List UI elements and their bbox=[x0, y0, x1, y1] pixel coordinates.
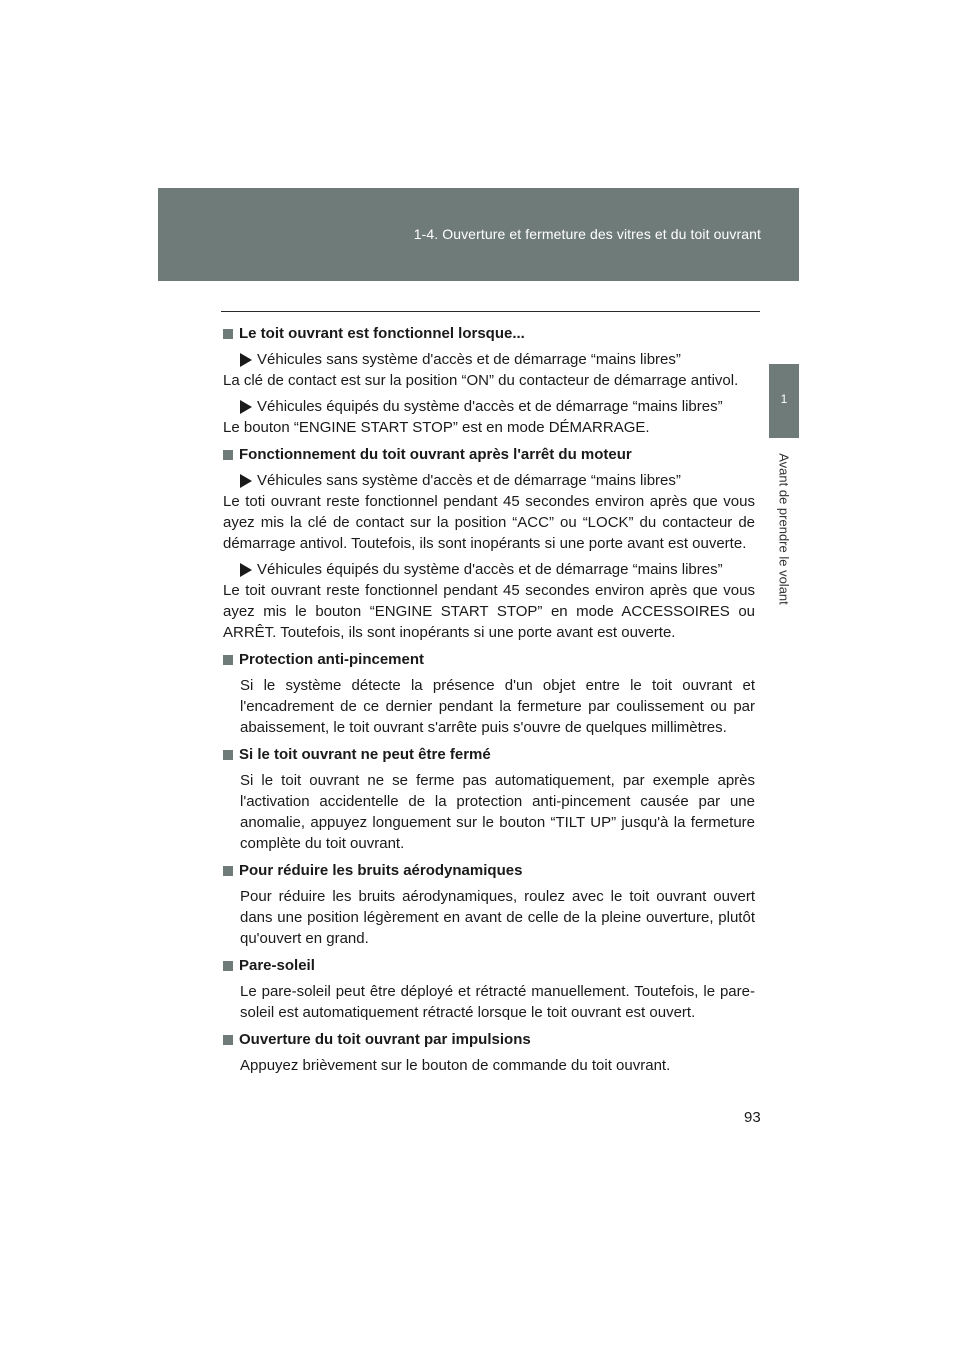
section-heading-text: Pour réduire les bruits aérodynamiques bbox=[239, 862, 523, 879]
triangle-bullet-icon bbox=[240, 400, 252, 414]
paragraph: La clé de contact est sur la position “ON” du contacteur de démarrage antivol. bbox=[223, 372, 739, 389]
section bbox=[223, 955, 755, 1023]
square-bullet-icon bbox=[223, 655, 233, 665]
section-heading-text: Ouverture du toit ouvrant par impulsions bbox=[239, 1031, 531, 1048]
section-heading bbox=[223, 323, 755, 344]
chapter-label: Avant de prendre le volant bbox=[776, 453, 792, 605]
chapter-tab bbox=[769, 364, 799, 438]
paragraph: Le bouton “ENGINE START STOP” est en mode DÉMARRAGE. bbox=[223, 419, 650, 436]
paragraph: Pour réduire les bruits aérodynamiques, roulez avec le toit ouvrant ouvert dans une position légèrement en avant de celle de la pleine ouverture, plutôt qu'ouvert en grand. bbox=[240, 888, 755, 947]
sub-heading-text: Véhicules équipés du système d'accès et de démarrage “mains libres” bbox=[257, 561, 723, 578]
section-header-title: 1-4. Ouverture et fermeture des vitres et du toit ouvrant bbox=[413, 226, 761, 242]
page-number: 93 bbox=[744, 1109, 761, 1126]
sub-heading bbox=[223, 396, 755, 417]
triangle-bullet-icon bbox=[240, 474, 252, 488]
sub-heading bbox=[223, 470, 755, 491]
section-heading-text: Protection anti-pincement bbox=[239, 651, 425, 668]
section bbox=[223, 323, 755, 438]
paragraph: Le toit ouvrant reste fonctionnel pendant 45 secondes environ après que vous ayez mis le bouton “ENGINE START STOP” en mode ACCESSOIRES ou ARRÊT. Toutefois, ils sont inopérants si une porte avant est ouverte. bbox=[223, 582, 755, 641]
triangle-bullet-icon bbox=[240, 563, 252, 577]
section bbox=[223, 744, 755, 854]
paragraph: Le toti ouvrant reste fonctionnel pendant 45 secondes environ après que vous ayez mis la clé de contact sur la position “ACC” ou “LOCK” du contacteur de démarrage antivol. Toutefois, ils sont inopérants si une porte avant est ouverte. bbox=[223, 493, 755, 552]
section-heading-text: Le toit ouvrant est fonctionnel lorsque... bbox=[239, 325, 525, 342]
header-divider bbox=[221, 311, 760, 312]
square-bullet-icon bbox=[223, 961, 233, 971]
chapter-number: 1 bbox=[780, 392, 788, 406]
section-heading bbox=[223, 860, 755, 881]
square-bullet-icon bbox=[223, 329, 233, 339]
section bbox=[223, 444, 755, 643]
section-heading bbox=[223, 1029, 755, 1050]
square-bullet-icon bbox=[223, 750, 233, 760]
section bbox=[223, 1029, 755, 1076]
sub-heading bbox=[223, 559, 755, 580]
paragraph: Le pare-soleil peut être déployé et rétracté manuellement. Toutefois, le pare-soleil est automatiquement rétracté lorsque le toit ouvrant est ouvert. bbox=[240, 983, 755, 1021]
triangle-bullet-icon bbox=[240, 353, 252, 367]
paragraph: Appuyez brièvement sur le bouton de commande du toit ouvrant. bbox=[240, 1057, 671, 1074]
square-bullet-icon bbox=[223, 450, 233, 460]
sub-heading bbox=[223, 349, 755, 370]
section-heading bbox=[223, 649, 755, 670]
square-bullet-icon bbox=[223, 1035, 233, 1045]
section-heading-text: Pare-soleil bbox=[239, 957, 315, 974]
sub-heading-text: Véhicules sans système d'accès et de démarrage “mains libres” bbox=[257, 472, 681, 489]
section bbox=[223, 649, 755, 738]
section-heading bbox=[223, 955, 755, 976]
paragraph: Si le toit ouvrant ne se ferme pas automatiquement, par exemple après l'activation accidentelle de la protection anti-pincement causée par une anomalie, appuyez longuement sur le bouton “TILT UP” jusqu'à la fermeture complète du toit ouvrant. bbox=[240, 772, 755, 852]
page-content bbox=[223, 323, 755, 1082]
square-bullet-icon bbox=[223, 866, 233, 876]
paragraph: Si le système détecte la présence d'un objet entre le toit ouvrant et l'encadrement de ce dernier pendant la fermeture par coulissement ou par abaissement, le toit ouvrant s'arrête puis s'ouvre de quelques millimètres. bbox=[240, 677, 755, 736]
section-heading-text: Si le toit ouvrant ne peut être fermé bbox=[239, 746, 491, 763]
section-heading bbox=[223, 744, 755, 765]
sub-heading-text: Véhicules sans système d'accès et de démarrage “mains libres” bbox=[257, 351, 681, 368]
sub-heading-text: Véhicules équipés du système d'accès et de démarrage “mains libres” bbox=[257, 398, 723, 415]
section-heading-text: Fonctionnement du toit ouvrant après l'arrêt du moteur bbox=[239, 446, 632, 463]
section-heading bbox=[223, 444, 755, 465]
section bbox=[223, 860, 755, 949]
page-header-band bbox=[158, 188, 799, 281]
